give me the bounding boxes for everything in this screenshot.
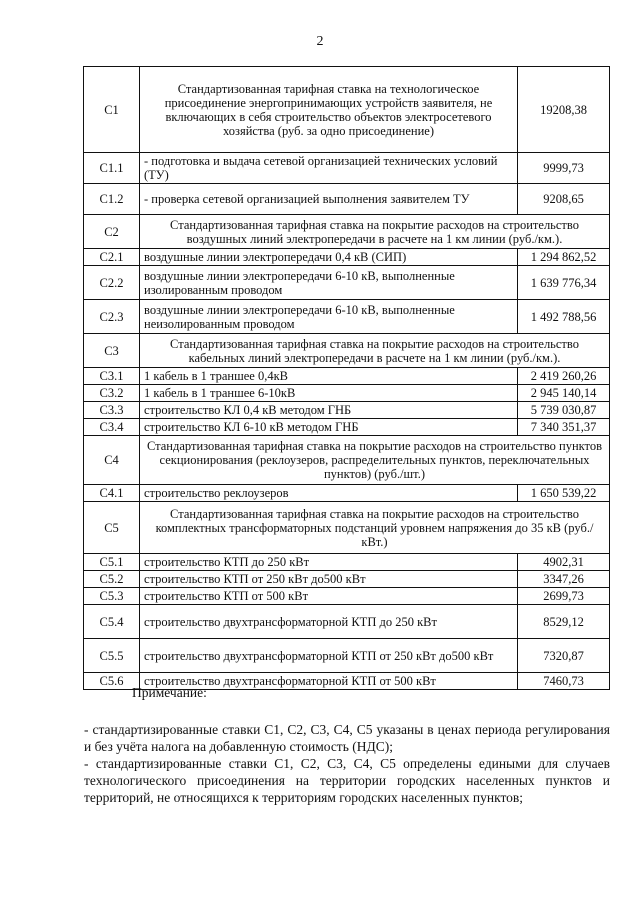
table-row — [84, 153, 610, 184]
table-row — [84, 571, 610, 588]
rate-code-cell: С5.6 — [84, 673, 140, 690]
rate-value-cell: 1 492 788,56 — [518, 300, 610, 334]
rate-value-cell: 7320,87 — [518, 639, 610, 673]
table-row — [84, 385, 610, 402]
rate-value-cell: 5 739 030,87 — [518, 402, 610, 419]
rate-description-cell: строительство КТП от 500 кВт — [140, 588, 518, 605]
rate-code-cell: С1.2 — [84, 184, 140, 215]
rate-code-cell: С5.5 — [84, 639, 140, 673]
table-row — [84, 184, 610, 215]
rate-code-cell: С3.2 — [84, 385, 140, 402]
tariff-table-body — [84, 67, 610, 690]
rate-value-cell: 3347,26 — [518, 571, 610, 588]
rate-description-cell: - проверка сетевой организацией выполнения заявителем ТУ — [140, 184, 518, 215]
rate-description-cell: Стандартизованная тарифная ставка на покрытие расходов на строительство воздушных линий электропередачи в расчете на 1 км линии (руб./км.). — [140, 215, 610, 249]
rate-code-cell: С2.2 — [84, 266, 140, 300]
rate-code-cell: С5.4 — [84, 605, 140, 639]
rate-description-cell: Стандартизованная тарифная ставка на технологическое присоединение энергопринимающих устройств заявителя, не включающих в себя строительство объектов электросетевого хозяйства (руб. за одно присоединение) — [140, 67, 518, 153]
rate-description-cell: 1 кабель в 1 траншее 6-10кВ — [140, 385, 518, 402]
rate-code-cell: С2 — [84, 215, 140, 249]
table-row — [84, 502, 610, 554]
rate-description-cell: строительство КТП до 250 кВт — [140, 554, 518, 571]
note-item: - стандартизированные ставки С1, С2, С3, С4, С5 указаны в ценах периода регулирования и без учёта налога на добавленную стоимость (НДС); — [84, 722, 610, 754]
rate-description-cell: Стандартизованная тарифная ставка на покрытие расходов на строительство комплектных трансформаторных подстанций уровнем напряжения до 35 кВ (руб./кВт.) — [140, 502, 610, 554]
rate-code-cell: С3.4 — [84, 419, 140, 436]
rate-code-cell: С5.3 — [84, 588, 140, 605]
rate-description-cell: воздушные линии электропередачи 6-10 кВ, выполненные изолированным проводом — [140, 266, 518, 300]
rate-description-cell: воздушные линии электропередачи 6-10 кВ, выполненные неизолированным проводом — [140, 300, 518, 334]
rate-description-cell: Стандартизованная тарифная ставка на покрытие расходов на строительство кабельных линий электропередачи в расчете на 1 км линии (руб./км.). — [140, 334, 610, 368]
rate-value-cell: 2 419 260,26 — [518, 368, 610, 385]
table-row — [84, 300, 610, 334]
rate-description-cell: 1 кабель в 1 траншее 0,4кВ — [140, 368, 518, 385]
table-row — [84, 554, 610, 571]
rate-description-cell: Стандартизованная тарифная ставка на покрытие расходов на строительство пунктов секционирования (реклоузеров, распределительных пунктов, переключательных пунктов) (руб./шт.) — [140, 436, 610, 485]
rate-value-cell: 19208,38 — [518, 67, 610, 153]
note-item: - стандартизированные ставки С1, С2, С3, С4, С5 определены едиными для случаев технологического присоединения на территории городских населенных пунктов и территорий, не относящихся к территориям городских населенных пунктов; — [84, 756, 610, 805]
rate-description-cell: строительство двухтрансформаторной КТП от 500 кВт — [140, 673, 518, 690]
rate-description-cell: строительство двухтрансформаторной КТП от 250 кВт до500 кВт — [140, 639, 518, 673]
rate-code-cell: С3.3 — [84, 402, 140, 419]
table-row — [84, 485, 610, 502]
rate-code-cell: С2.3 — [84, 300, 140, 334]
rate-code-cell: С3.1 — [84, 368, 140, 385]
rate-value-cell: 7460,73 — [518, 673, 610, 690]
table-row — [84, 266, 610, 300]
table-row — [84, 402, 610, 419]
rate-description-cell: - подготовка и выдача сетевой организацией технических условий (ТУ) — [140, 153, 518, 184]
table-row — [84, 249, 610, 266]
rate-code-cell: С5.2 — [84, 571, 140, 588]
tariff-table — [83, 66, 610, 690]
table-row — [84, 588, 610, 605]
rate-value-cell: 1 639 776,34 — [518, 266, 610, 300]
rate-value-cell: 9208,65 — [518, 184, 610, 215]
rate-value-cell: 1 294 862,52 — [518, 249, 610, 266]
rate-value-cell: 2 945 140,14 — [518, 385, 610, 402]
notes-heading: Примечание: — [132, 685, 207, 700]
rate-description-cell: строительство КЛ 6-10 кВ методом ГНБ — [140, 419, 518, 436]
table-row — [84, 334, 610, 368]
table-row — [84, 605, 610, 639]
table-row — [84, 215, 610, 249]
notes-section — [84, 684, 610, 806]
rate-value-cell: 7 340 351,37 — [518, 419, 610, 436]
rate-code-cell: С1 — [84, 67, 140, 153]
rate-code-cell: С5.1 — [84, 554, 140, 571]
rate-code-cell: С5 — [84, 502, 140, 554]
rate-description-cell: воздушные линии электропередачи 0,4 кВ (СИП) — [140, 249, 518, 266]
rate-description-cell: строительство реклоузеров — [140, 485, 518, 502]
table-row — [84, 67, 610, 153]
rate-value-cell: 9999,73 — [518, 153, 610, 184]
page-number: 2 — [316, 34, 324, 49]
rate-code-cell: С2.1 — [84, 249, 140, 266]
rate-code-cell: С1.1 — [84, 153, 140, 184]
rate-description-cell: строительство КТП от 250 кВт до500 кВт — [140, 571, 518, 588]
table-row — [84, 436, 610, 485]
table-row — [84, 368, 610, 385]
table-row — [84, 419, 610, 436]
rate-code-cell: С4 — [84, 436, 140, 485]
rate-description-cell: строительство двухтрансформаторной КТП до 250 кВт — [140, 605, 518, 639]
rate-description-cell: строительство КЛ 0,4 кВ методом ГНБ — [140, 402, 518, 419]
rate-value-cell: 8529,12 — [518, 605, 610, 639]
rate-code-cell: С3 — [84, 334, 140, 368]
rate-value-cell: 4902,31 — [518, 554, 610, 571]
rate-code-cell: С4.1 — [84, 485, 140, 502]
rate-value-cell: 2699,73 — [518, 588, 610, 605]
rate-value-cell: 1 650 539,22 — [518, 485, 610, 502]
table-row — [84, 639, 610, 673]
